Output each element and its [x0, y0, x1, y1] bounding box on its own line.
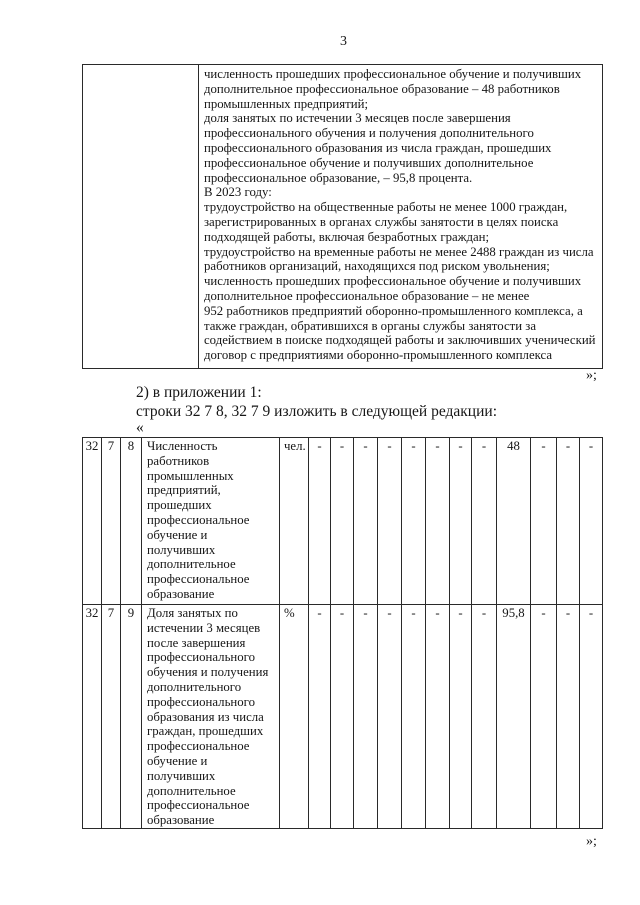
unit-cell: чел.	[280, 438, 309, 605]
indicator-name-line: профессиональное	[147, 572, 250, 587]
goals-text-line: профессионального обучения и получения дополнительного	[204, 126, 534, 141]
goals-text-line: работников организаций, находящихся под риском увольнения;	[204, 259, 550, 274]
indicator-name-line: прошедших	[147, 498, 212, 513]
indicator-name-line: Доля занятых по	[147, 606, 238, 620]
goals-text-line: доля занятых по истечении 3 месяцев после завершения	[204, 111, 511, 126]
value-cell: -	[531, 438, 557, 605]
indicator-name-line: профессионального	[147, 650, 255, 665]
indicator-name-line: профессионального	[147, 694, 255, 709]
indicator-name-line: профессиональное	[147, 739, 250, 754]
value-cell: -	[472, 605, 497, 829]
indicator-name-line: обучение и	[147, 527, 208, 542]
value-cell: -	[450, 605, 472, 829]
index-cell: 9	[121, 605, 142, 829]
value-cell: -	[402, 605, 426, 829]
goals-text-line: трудоустройство на общественные работы не менее 1000 граждан,	[204, 200, 568, 215]
value-cell: -	[354, 438, 378, 605]
previous-text-table	[82, 64, 603, 369]
value-cell: -	[472, 438, 497, 605]
value-cell: 95,8	[497, 605, 531, 829]
empty-left-cell	[83, 65, 199, 369]
value-cell: -	[580, 438, 603, 605]
unit-cell: %	[280, 605, 309, 829]
goals-text-line: зарегистрированных в органах службы занятости в целях поиска	[204, 214, 559, 229]
value-cell: -	[309, 605, 331, 829]
goals-text-line: численность прошедших профессиональное обучение и получивших	[204, 274, 582, 289]
indicator-name-line: профессиональное	[147, 798, 250, 813]
value-cell: -	[378, 605, 402, 829]
section-cell: 32	[83, 438, 102, 605]
goals-text-line: численность прошедших профессиональное обучение и получивших	[204, 67, 582, 81]
indicator-name-line: дополнительное	[147, 783, 236, 798]
value-cell: -	[309, 438, 331, 605]
goals-text-line: профессионального образования из числа граждан, прошедших	[204, 140, 552, 155]
amendment-text: строки 32 7 8, 32 7 9 изложить в следующей редакции:	[136, 403, 498, 420]
indicator-name-line: образования из числа	[147, 709, 264, 724]
value-cell: -	[426, 605, 450, 829]
goals-text-line: также граждан, обратившихся в органы службы занятости за	[204, 318, 536, 333]
goals-text-line: дополнительное профессиональное образование – не менее	[204, 288, 530, 303]
value-cell: -	[557, 605, 580, 829]
goals-text-line: промышленных предприятий;	[204, 96, 369, 111]
indicator-name-line: после завершения	[147, 635, 246, 650]
value-cell: 48	[497, 438, 531, 605]
goals-text-line: трудоустройство на временные работы не менее 2488 граждан из числа	[204, 244, 594, 259]
goals-text-line: содействием в поиске подходящей работы и заключивших ученический	[204, 333, 596, 348]
value-cell: -	[531, 605, 557, 829]
goals-text-cell	[199, 65, 603, 369]
section-cell: 32	[83, 605, 102, 829]
value-cell: -	[331, 605, 354, 829]
indicator-name-line: работников	[147, 453, 210, 468]
indicator-name-line: получивших	[147, 768, 216, 783]
amendment-item: 2) в приложении 1:	[136, 384, 262, 401]
indicator-name-line: предприятий,	[147, 483, 221, 498]
opening-quote: «	[136, 419, 144, 436]
goals-text-line: дополнительное профессиональное образование – 48 работников	[204, 81, 560, 96]
goals-text-line: подходящей работы, включая безработных граждан;	[204, 229, 490, 244]
subsection-cell: 7	[102, 438, 121, 605]
subsection-cell: 7	[102, 605, 121, 829]
value-cell: -	[557, 438, 580, 605]
indicator-name-line: получивших	[147, 542, 216, 557]
value-cell: -	[450, 438, 472, 605]
value-cell: -	[426, 438, 450, 605]
value-cell: -	[331, 438, 354, 605]
table-row	[83, 605, 603, 829]
indicator-name-line: обучения и получения	[147, 665, 269, 680]
value-cell: -	[402, 438, 426, 605]
indicator-name-line: образование	[147, 586, 215, 601]
indicator-name-line: профессиональное	[147, 512, 250, 527]
goals-text-line: профессиональное образование, – 95,8 процента.	[204, 170, 473, 185]
indicator-name-line: промышленных	[147, 468, 234, 483]
value-cell: -	[580, 605, 603, 829]
value-cell: -	[354, 605, 378, 829]
indicator-name-line: истечении 3 месяцев	[147, 620, 261, 635]
value-cell: -	[378, 438, 402, 605]
goals-text-line: профессиональное обучение и получивших дополнительное	[204, 155, 534, 170]
page-number: 3	[340, 34, 347, 49]
closing-quote: »;	[586, 834, 597, 849]
indicators-table	[82, 437, 603, 829]
index-cell: 8	[121, 438, 142, 605]
indicator-name-line: Численность	[147, 439, 218, 453]
goals-text-line: В 2023 году:	[204, 185, 272, 200]
closing-quote: »;	[586, 368, 597, 383]
indicator-name-line: граждан, прошедших	[147, 724, 264, 739]
indicator-name-cell	[142, 438, 280, 605]
indicator-name-line: образование	[147, 813, 215, 828]
indicator-name-cell	[142, 605, 280, 829]
indicator-name-line: дополнительного	[147, 679, 242, 694]
table-row	[83, 438, 603, 605]
indicator-name-line: обучение и	[147, 753, 208, 768]
indicator-name-line: дополнительное	[147, 557, 236, 572]
goals-text-line: договор с предприятиями оборонно-промышленного комплекса	[204, 348, 553, 363]
goals-text-line: 952 работников предприятий оборонно-промышленного комплекса, а	[204, 303, 583, 318]
